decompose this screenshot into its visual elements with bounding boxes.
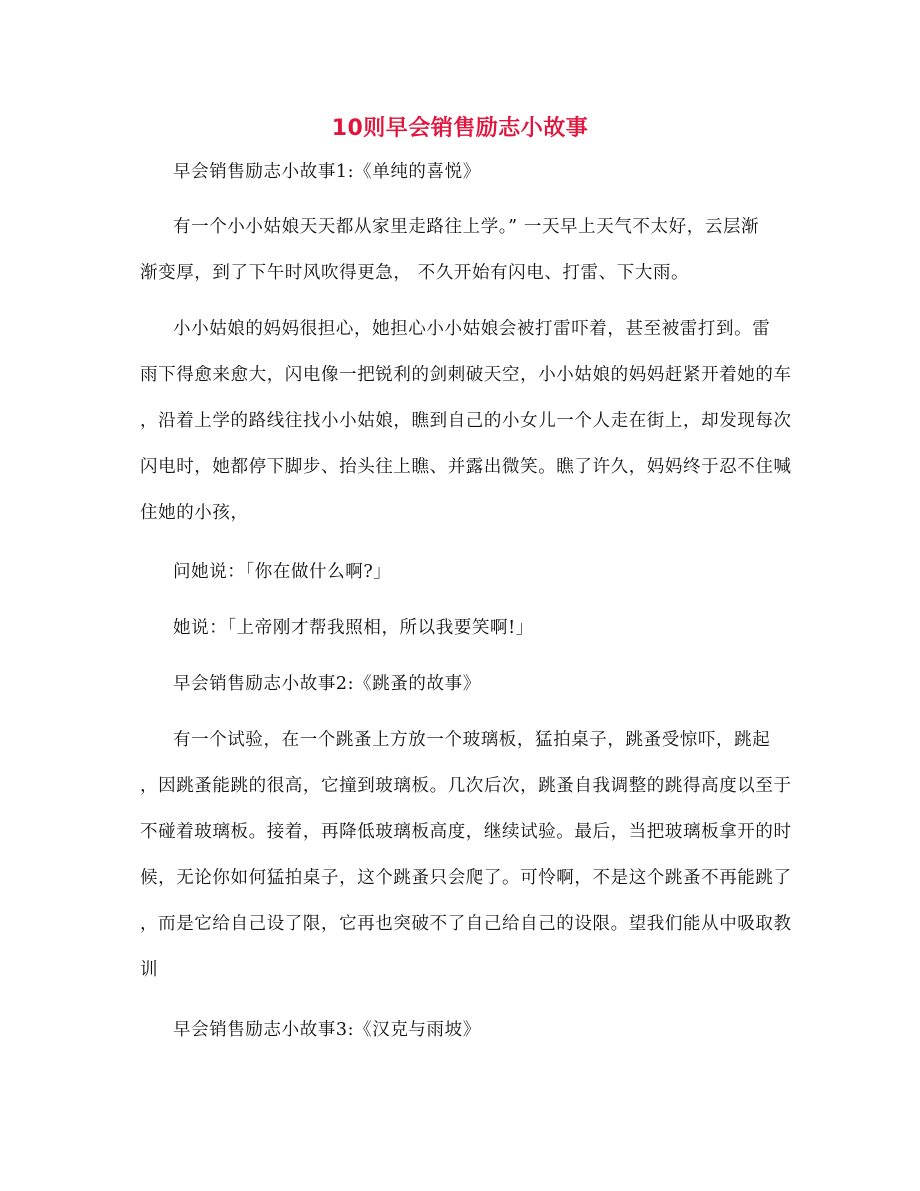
- paragraph-line: ，而是它给自己设了限，它再也突破不了自己给自己的设限。望我们能从中吸取教: [140, 914, 792, 934]
- paragraph-line: ，沿着上学的路线往找小小姑娘，瞧到自己的小女儿一个人走在街上，却发现每次: [140, 411, 792, 431]
- paragraph-line: 渐变厚，到了下午时风吹得更急， 不久开始有闪电、打雷、下大雨。: [140, 263, 690, 283]
- document-title: 10则早会销售励志小故事: [331, 116, 589, 141]
- paragraph-line: 不碰着玻璃板。接着，再降低玻璃板高度，继续试验。最后，当把玻璃板拿开的时: [140, 822, 792, 842]
- paragraph-line: 小小姑娘的妈妈很担心，她担心小小姑娘会被打雷吓着，甚至被雷打到。雷: [173, 319, 771, 339]
- paragraph-line: ，因跳蚤能跳的很高，它撞到玻璃板。几次后次，跳蚤自我调整的跳得高度以至于: [140, 776, 792, 796]
- paragraph-line: 住她的小孩，: [140, 503, 249, 523]
- paragraph-line: 有一个试验，在一个跳蚤上方放一个玻璃板，猛拍桌子，跳蚤受惊吓，跳起: [173, 730, 771, 750]
- paragraph-line: 训: [140, 960, 159, 980]
- paragraph-line: 候，无论你如何猛拍桌子，这个跳蚤只会爬了。可怜啊，不是这个跳蚤不再能跳了: [140, 868, 792, 888]
- paragraph-line: 她说：「上帝刚才帮我照相，所以我要笑啊!」: [173, 618, 534, 638]
- story-heading: 早会销售励志小故事2:《跳蚤的故事》: [173, 674, 481, 694]
- paragraph-line: 问她说：「你在做什么啊?」: [173, 562, 392, 582]
- paragraph-line: 闪电时，她都停下脚步、抬头往上瞧、并露出微笑。瞧了许久，妈妈终于忍不住喊: [140, 457, 792, 477]
- story-heading: 早会销售励志小故事1:《单纯的喜悦》: [173, 162, 481, 182]
- story-heading: 早会销售励志小故事3:《汉克与雨坡》: [173, 1020, 481, 1040]
- paragraph-line: 雨下得愈来愈大，闪电像一把锐利的剑刺破天空，小小姑娘的妈妈赶紧开着她的车: [140, 365, 792, 385]
- paragraph-line: 有一个小小姑娘天天都从家里走路往上学。” 一天早上天气不太好，云层渐: [173, 217, 760, 237]
